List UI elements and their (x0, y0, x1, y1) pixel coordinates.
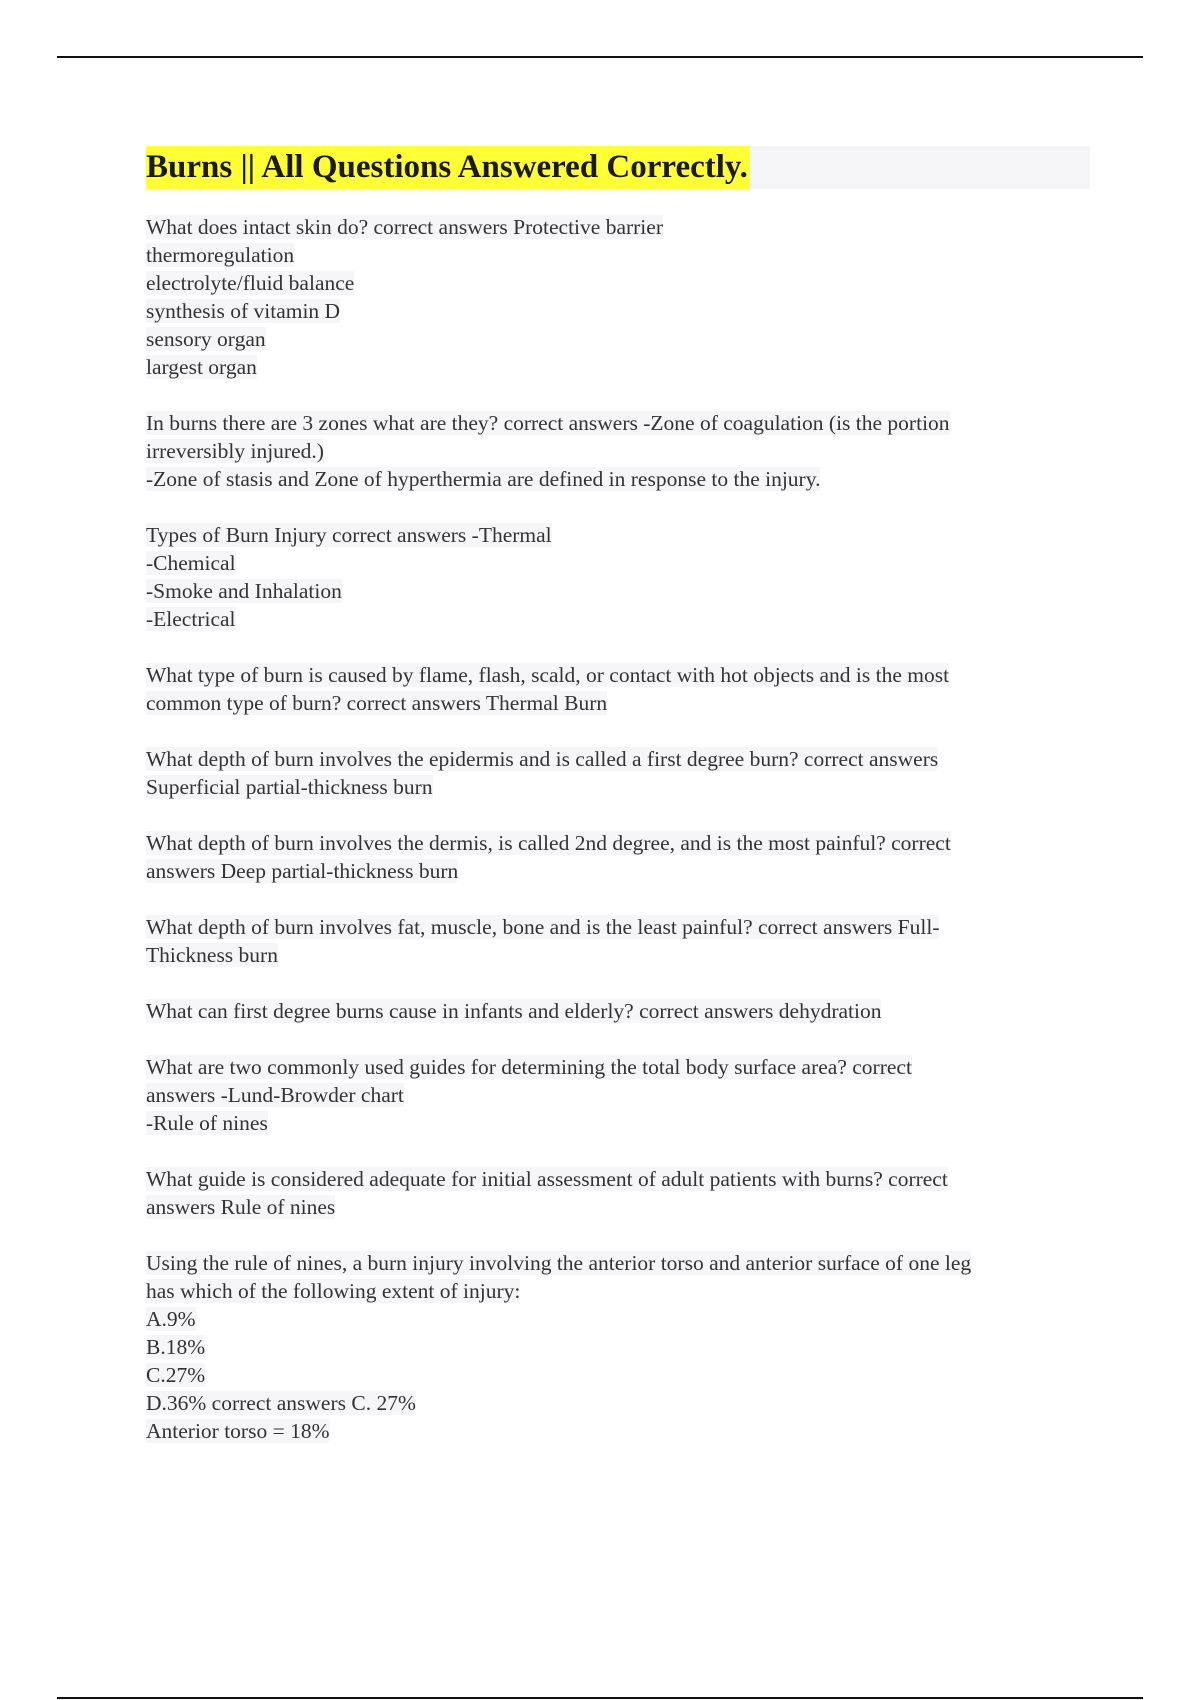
qa-line (146, 577, 1090, 605)
qa-line-text: What depth of burn involves fat, muscle, bone and is the least painful? correct answers Full- (146, 915, 940, 939)
qa-line-text: -Chemical (146, 551, 236, 575)
qa-line-text: irreversibly injured.) (146, 439, 324, 463)
qa-line (146, 1193, 1090, 1221)
qa-line-text: What depth of burn involves the epidermis and is called a first degree burn? correct answers (146, 747, 939, 771)
qa-line-text: Using the rule of nines, a burn injury involving the anterior torso and anterior surface of one leg (146, 1251, 972, 1275)
qa-line-text: D.36% correct answers C. 27% (146, 1391, 416, 1415)
qa-block (146, 521, 1090, 633)
qa-line (146, 1165, 1090, 1193)
qa-line-text: Types of Burn Injury correct answers -Thermal (146, 523, 552, 547)
qa-line-text: A.9% (146, 1307, 196, 1331)
qa-line-text: -Smoke and Inhalation (146, 579, 342, 603)
qa-line (146, 549, 1090, 577)
qa-line-text: electrolyte/fluid balance (146, 271, 355, 295)
qa-block (146, 829, 1090, 885)
qa-block (146, 997, 1090, 1025)
qa-line (146, 745, 1090, 773)
qa-line-text: common type of burn? correct answers Thermal Burn (146, 691, 608, 715)
qa-line (146, 997, 1090, 1025)
qa-line-text: has which of the following extent of injury: (146, 1279, 521, 1303)
qa-line-text: B.18% (146, 1335, 206, 1359)
qa-line (146, 409, 1090, 437)
qa-line-text: What can first degree burns cause in infants and elderly? correct answers dehydration (146, 999, 882, 1023)
qa-line (146, 241, 1090, 269)
page-title: Burns || All Questions Answered Correctly. (146, 146, 750, 189)
qa-line (146, 829, 1090, 857)
qa-list (146, 213, 1090, 1445)
qa-line-text: answers Deep partial-thickness burn (146, 859, 459, 883)
qa-line-text: What type of burn is caused by flame, flash, scald, or contact with hot objects and is the most (146, 663, 950, 687)
bottom-rule (57, 1697, 1143, 1699)
qa-line (146, 213, 1090, 241)
top-rule (57, 56, 1143, 58)
qa-line (146, 1053, 1090, 1081)
qa-line (146, 465, 1090, 493)
qa-line-text: Thickness burn (146, 943, 278, 967)
qa-line (146, 521, 1090, 549)
qa-block (146, 213, 1090, 381)
qa-line (146, 437, 1090, 465)
title-bar (146, 146, 1090, 189)
qa-line (146, 1333, 1090, 1361)
qa-line (146, 353, 1090, 381)
qa-line (146, 1305, 1090, 1333)
qa-line (146, 941, 1090, 969)
document-body (146, 146, 1090, 1473)
qa-line-text: -Rule of nines (146, 1111, 268, 1135)
qa-line (146, 325, 1090, 353)
qa-line-text: thermoregulation (146, 243, 295, 267)
qa-line-text: sensory organ (146, 327, 266, 351)
qa-line (146, 1389, 1090, 1417)
qa-line (146, 1249, 1090, 1277)
qa-block (146, 913, 1090, 969)
qa-line-text: What are two commonly used guides for determining the total body surface area? correct (146, 1055, 912, 1079)
qa-line-text: Superficial partial-thickness burn (146, 775, 433, 799)
qa-line (146, 605, 1090, 633)
qa-line (146, 1109, 1090, 1137)
qa-line (146, 1277, 1090, 1305)
qa-line (146, 1417, 1090, 1445)
qa-line-text: -Electrical (146, 607, 236, 631)
qa-line-text: What does intact skin do? correct answers Protective barrier (146, 215, 663, 239)
qa-line (146, 297, 1090, 325)
qa-line (146, 913, 1090, 941)
qa-line-text: largest organ (146, 355, 257, 379)
qa-line-text: Anterior torso = 18% (146, 1419, 330, 1443)
qa-line-text: C.27% (146, 1363, 206, 1387)
qa-block (146, 409, 1090, 493)
qa-line (146, 269, 1090, 297)
qa-block (146, 1249, 1090, 1445)
qa-line-text: What guide is considered adequate for initial assessment of adult patients with burns? correct (146, 1167, 948, 1191)
qa-line (146, 1361, 1090, 1389)
qa-line-text: synthesis of vitamin D (146, 299, 341, 323)
qa-line-text: In burns there are 3 zones what are they? correct answers -Zone of coagulation (is the portion (146, 411, 950, 435)
qa-line (146, 661, 1090, 689)
qa-line-text: answers Rule of nines (146, 1195, 336, 1219)
qa-block (146, 745, 1090, 801)
qa-block (146, 1165, 1090, 1221)
qa-line (146, 1081, 1090, 1109)
qa-line-text: What depth of burn involves the dermis, is called 2nd degree, and is the most painful? correct (146, 831, 951, 855)
qa-line-text: -Zone of stasis and Zone of hyperthermia are defined in response to the injury. (146, 467, 821, 491)
qa-block (146, 1053, 1090, 1137)
qa-line (146, 773, 1090, 801)
qa-block (146, 661, 1090, 717)
qa-line (146, 689, 1090, 717)
qa-line (146, 857, 1090, 885)
qa-line-text: answers -Lund-Browder chart (146, 1083, 404, 1107)
